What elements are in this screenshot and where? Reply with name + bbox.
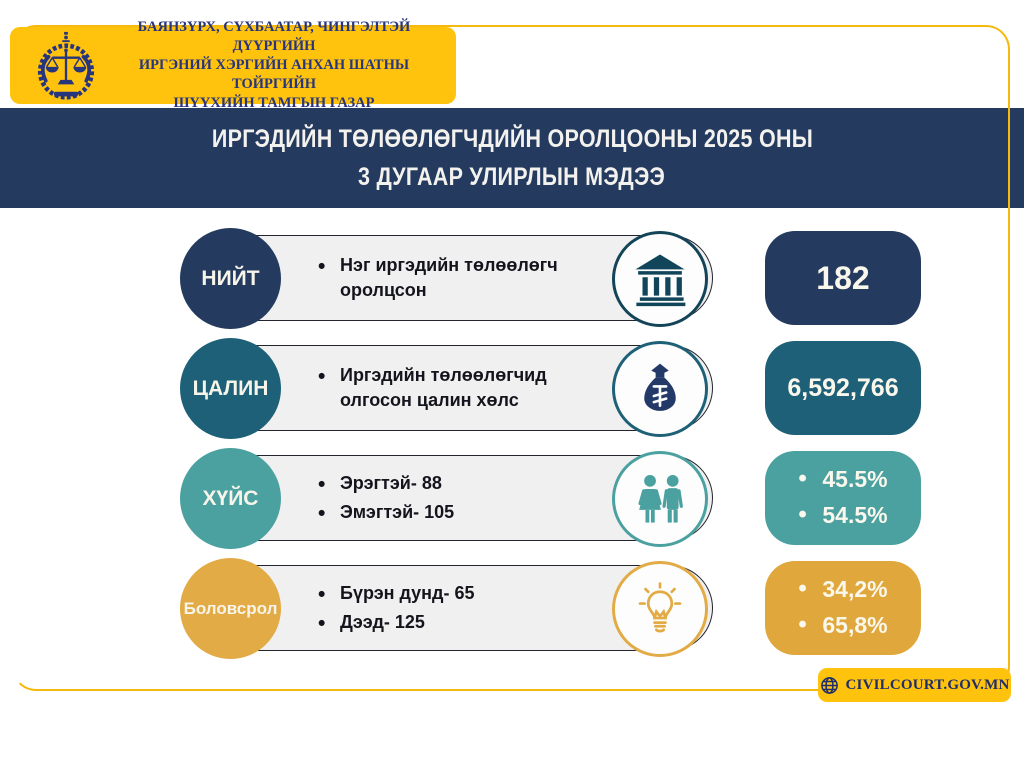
stat-row-gender xyxy=(0,448,1024,548)
stat-row-salary xyxy=(0,338,1024,438)
stat-label-salary: ЦАЛИН xyxy=(180,338,281,439)
website-badge[interactable] xyxy=(818,668,1011,702)
stat-label-gender: ХҮЙС xyxy=(180,448,281,549)
stat-bullets xyxy=(316,581,475,635)
org-name-line2: ИРГЭНИЙ ХЭРГИЙН АНХАН ШАТНЫ ТОЙРГИЙН xyxy=(138,56,410,93)
stat-bullet: • Дээд- 125 xyxy=(316,610,475,635)
stat-bullets xyxy=(316,253,566,303)
money-bag-icon xyxy=(612,341,708,437)
stat-value-total xyxy=(765,231,921,325)
stat-rows xyxy=(0,228,1024,668)
stat-label-education: Боловсрол xyxy=(180,558,281,659)
stat-bullet: • Бүрэн дунд- 65 xyxy=(316,581,475,606)
stat-bullet: • Эрэгтэй- 88 xyxy=(316,471,454,496)
org-name-line1: БАЯНЗҮРХ, СҮХБААТАР, ЧИНГЭЛТЭЙ ДҮҮРГИЙН xyxy=(137,18,411,54)
stat-value: • 54.5% xyxy=(798,498,887,534)
stat-value: 182 xyxy=(816,259,870,296)
stat-value-education xyxy=(765,561,921,655)
org-header-badge xyxy=(10,18,456,112)
lightbulb-icon xyxy=(612,561,708,657)
stat-value: • 65,8% xyxy=(798,608,887,644)
gender-icon xyxy=(612,451,708,547)
stat-value-gender xyxy=(765,451,921,545)
stat-value-salary xyxy=(765,341,921,435)
report-title-bar xyxy=(0,108,1024,208)
court-emblem-logo xyxy=(30,31,102,101)
globe-icon xyxy=(820,676,839,695)
stat-bullet: • Иргэдийн төлөөлөгчид олгосон цалин хөлс xyxy=(316,363,566,413)
stat-label-total: НИЙТ xyxy=(180,228,281,329)
stat-bullet: • Эмэгтэй- 105 xyxy=(316,500,454,525)
website-url: CIVILCOURT.GOV.MN xyxy=(845,676,1010,693)
stat-value: • 45.5% xyxy=(798,462,887,498)
org-name xyxy=(102,18,446,114)
report-title-line1: ИРГЭДИЙН ТӨЛӨӨЛӨГЧДИЙН ОРОЛЦООНЫ 2025 ОНЫ xyxy=(211,124,813,153)
bank-icon xyxy=(612,231,708,327)
stat-row-education xyxy=(0,558,1024,658)
stat-value: 6,592,766 xyxy=(787,373,899,402)
org-name-line3: ШҮҮХИЙН ТАМГЫН ГАЗАР xyxy=(173,95,375,112)
stat-bullets xyxy=(316,363,566,413)
stat-value: • 34,2% xyxy=(798,572,887,608)
stat-bullet: • Нэг иргэдийн төлөөлөгч оролцсон xyxy=(316,253,566,303)
stat-row-total xyxy=(0,228,1024,328)
stat-bullets xyxy=(316,471,454,525)
report-title-line2: 3 ДУГААР УЛИРЛЫН МЭДЭЭ xyxy=(358,162,666,191)
